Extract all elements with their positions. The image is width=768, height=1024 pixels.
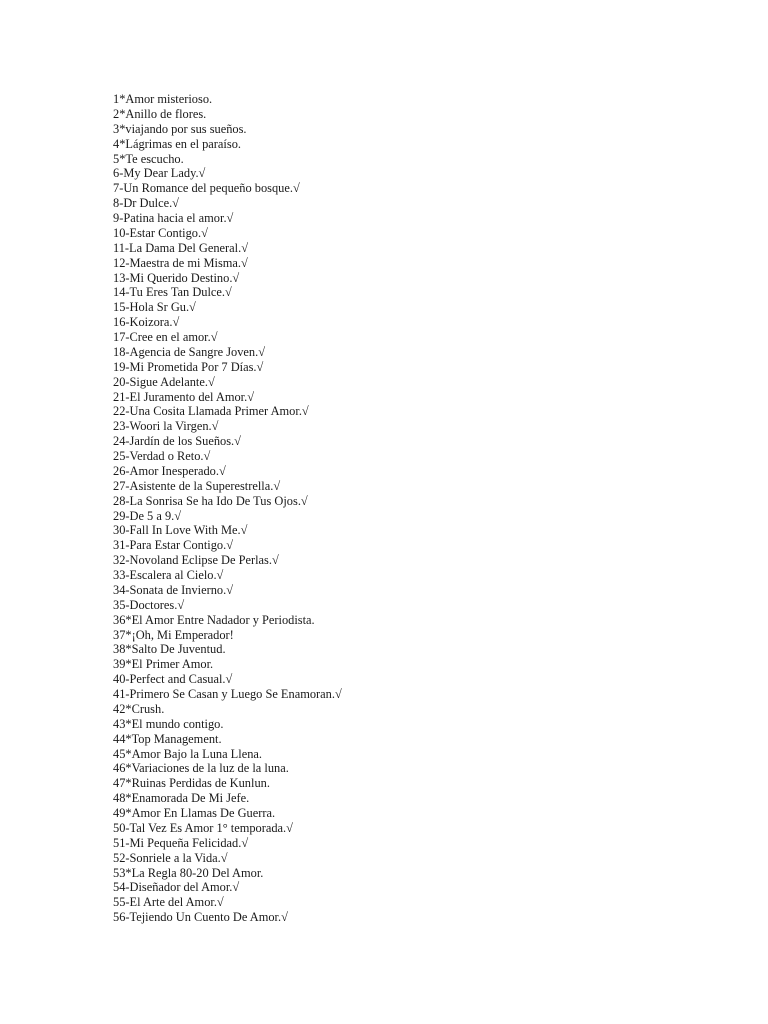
list-item: 47*Ruinas Perdidas de Kunlun. [113,776,270,791]
list-item: 42*Crush. [113,701,165,716]
list-item: 29-De 5 a 9.√ [113,508,182,523]
drama-list [113,92,342,925]
list-item: 17-Cree en el amor.√ [113,330,218,344]
list-item: 9-Patina hacia el amor.√ [113,211,234,225]
list-item: 34-Sonata de Invierno.√ [113,582,234,597]
list-item: 35-Doctores.√ [113,597,185,612]
list-item: 13-Mi Querido Destino.√ [113,270,240,285]
list-item: 43*El mundo contigo. [113,716,224,731]
list-item: 30-Fall In Love With Me.√ [113,523,248,538]
list-item: 11-La Dama Del General.√ [113,240,249,255]
list-item: 22-Una Cosita Llamada Primer Amor.√ [113,404,309,419]
list-item: 41-Primero Se Casan y Luego Se Enamoran.√ [113,687,342,701]
list-item: 18-Agencia de Sangre Joven.√ [113,344,265,359]
list-item: 52-Sonriele a la Vida.√ [113,850,228,865]
list-item: 55-El Arte del Amor.√ [113,895,224,910]
list-item: 15-Hola Sr Gu.√ [113,300,196,315]
list-item: 14-Tu Eres Tan Dulce.√ [113,285,232,300]
list-item: 23-Woori la Virgen.√ [113,419,219,434]
list-item: 48*Enamorada De Mi Jefe. [113,791,250,806]
list-item: 21-El Juramento del Amor.√ [113,389,255,404]
list-item: 51-Mi Pequeña Felicidad.√ [113,835,249,850]
list-item: 19-Mi Prometida Por 7 Días.√ [113,359,264,374]
list-item: 4*Lágrimas en el paraíso. [113,136,241,151]
list-item: 36*El Amor Entre Nadador y Periodista. [113,612,315,627]
list-item: 46*Variaciones de la luz de la luna. [113,761,289,776]
list-item: 7-Un Romance del pequeño bosque.√ [113,181,300,196]
list-item: 3*viajando por sus sueños. [113,121,247,136]
list-item: 12-Maestra de mi Misma.√ [113,255,248,270]
list-item: 2*Anillo de flores. [113,106,207,121]
list-item: 10-Estar Contigo.√ [113,225,208,240]
list-item: 8-Dr Dulce.√ [113,196,179,211]
list-item: 33-Escalera al Cielo.√ [113,568,224,582]
list-item: 25-Verdad o Reto.√ [113,449,211,463]
list-item: 31-Para Estar Contigo.√ [113,538,234,553]
list-item: 39*El Primer Amor. [113,657,214,672]
list-item: 1*Amor misterioso. [113,92,213,106]
list-item: 26-Amor Inesperado.√ [113,463,226,478]
list-item: 40-Perfect and Casual.√ [113,672,233,687]
list-item: 56-Tejiendo Un Cuento De Amor.√ [113,910,288,925]
list-item: 16-Koizora.√ [113,315,180,330]
list-item: 5*Te escucho. [113,151,184,166]
list-item: 50-Tal Vez Es Amor 1° temporada.√ [113,820,293,835]
list-item: 24-Jardín de los Sueños.√ [113,434,241,449]
list-item: 53*La Regla 80-20 Del Amor. [113,865,264,880]
list-item: 37*¡Oh, Mi Emperador! [113,627,234,642]
list-item: 27-Asistente de la Superestrella.√ [113,478,281,493]
list-item: 54-Diseñador del Amor.√ [113,880,240,895]
list-item: 20-Sigue Adelante.√ [113,374,215,389]
list-item: 6-My Dear Lady.√ [113,166,206,181]
list-item: 49*Amor En Llamas De Guerra. [113,806,276,820]
list-item: 44*Top Management. [113,731,222,746]
list-item: 28-La Sonrisa Se ha Ido De Tus Ojos.√ [113,493,308,508]
list-item: 38*Salto De Juventud. [113,642,226,657]
list-item: 32-Novoland Eclipse De Perlas.√ [113,553,279,568]
list-item: 45*Amor Bajo la Luna Llena. [113,746,262,761]
